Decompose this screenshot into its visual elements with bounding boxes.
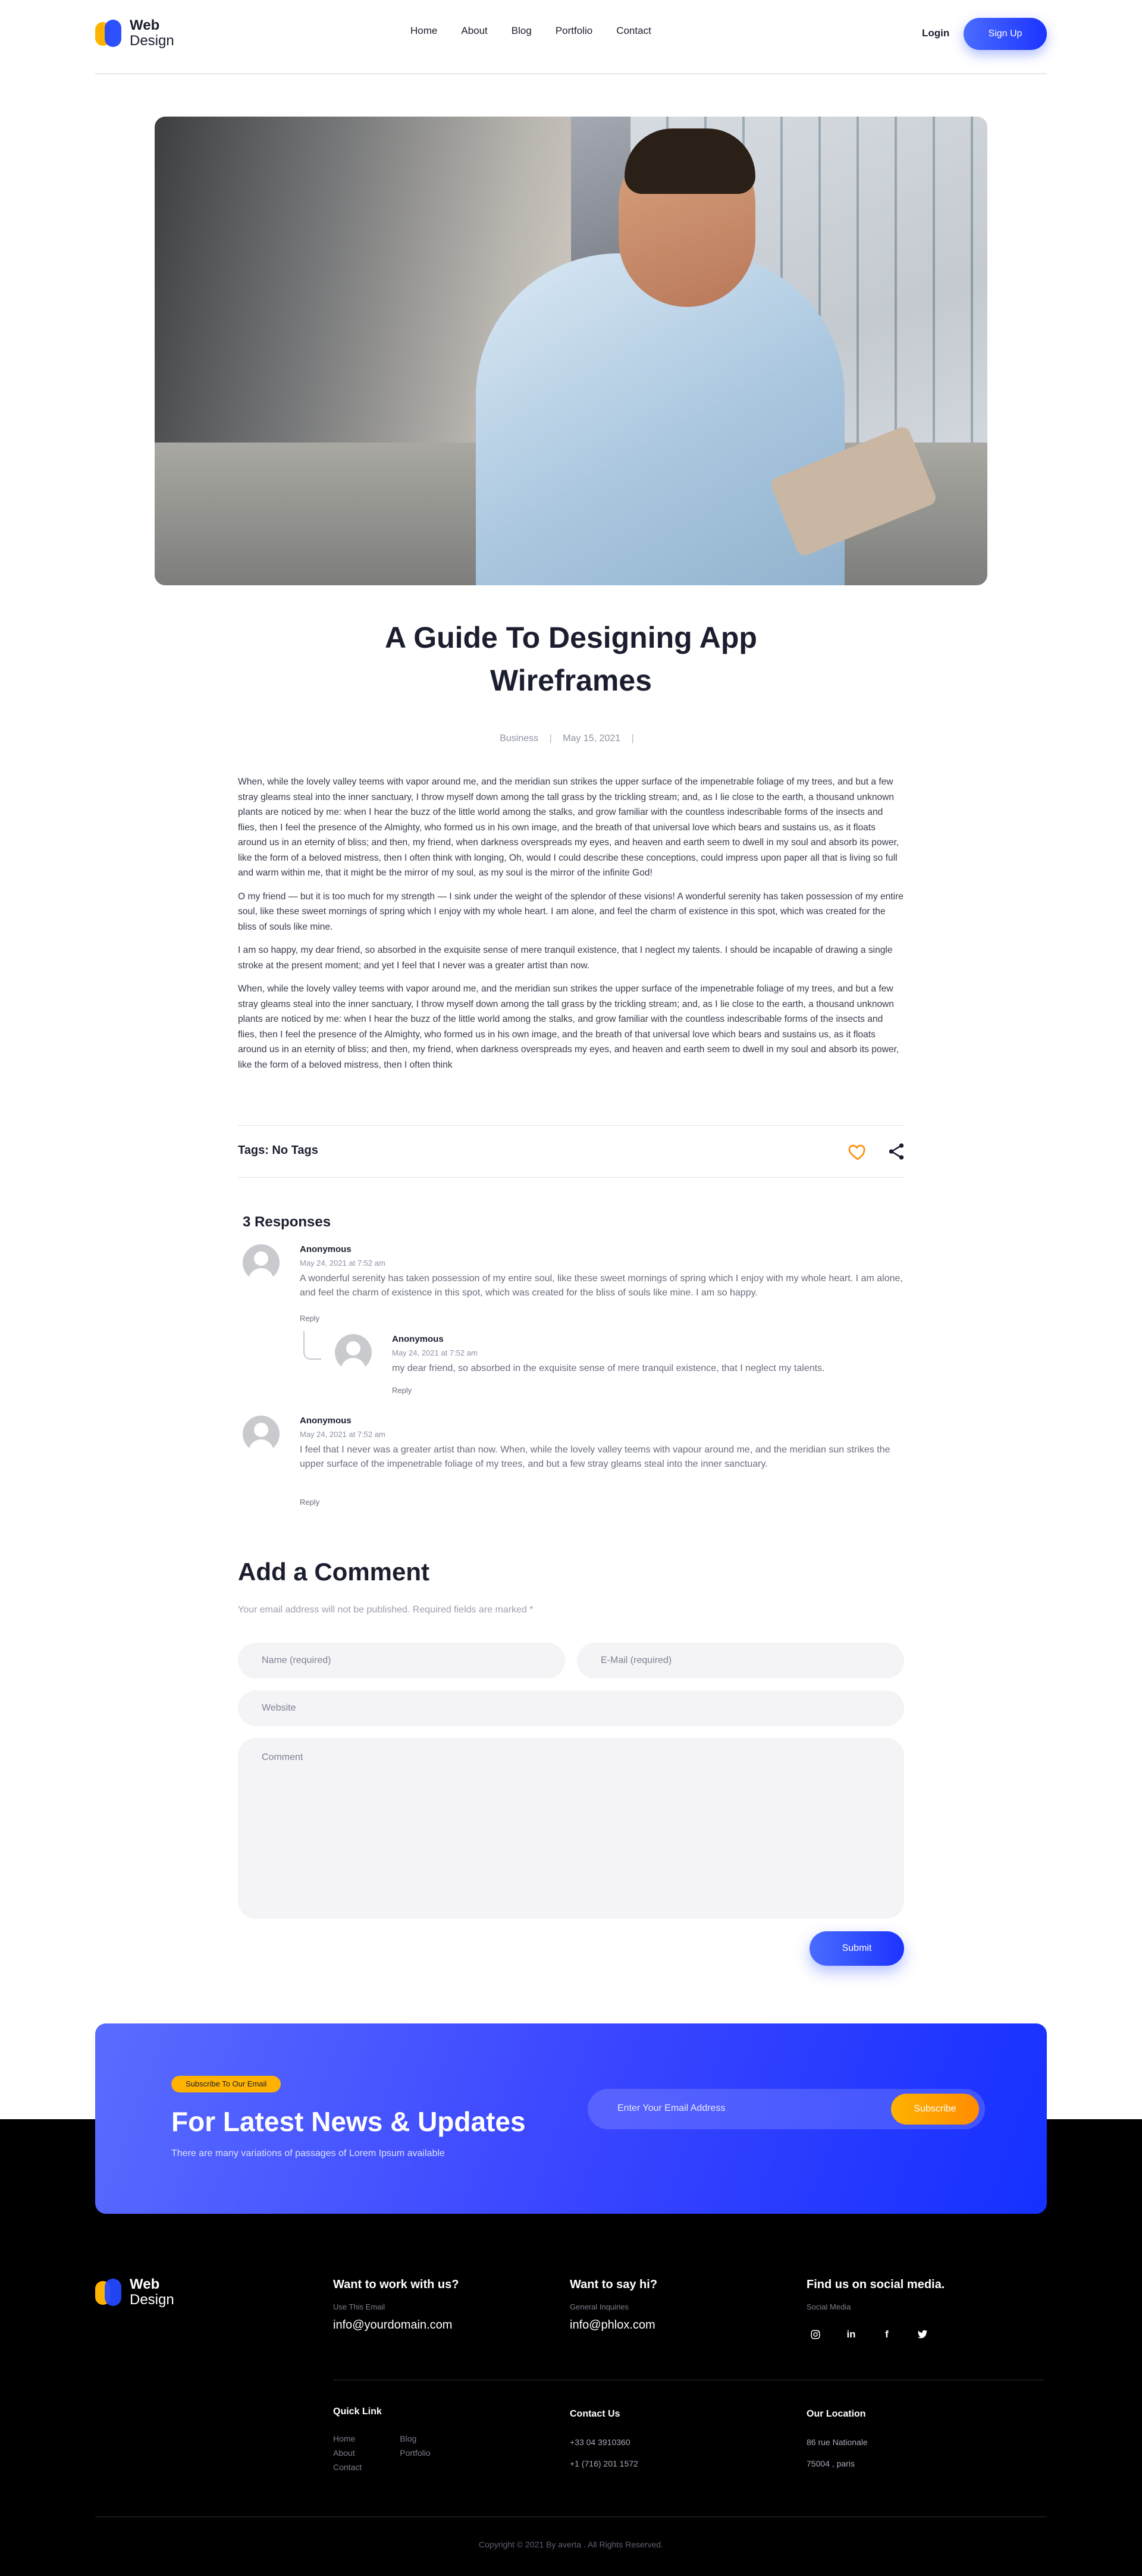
meta-separator: | — [631, 733, 634, 743]
website-input[interactable] — [238, 1690, 904, 1726]
nav-item-blog[interactable]: Blog — [511, 25, 532, 36]
responses-heading: 3 Responses — [243, 1214, 331, 1230]
hero-image — [155, 117, 987, 585]
comment-text: my dear friend, so absorbed in the exquisite sense of mere tranquil existence, that I neglect my talents. — [392, 1363, 825, 1373]
comment-date: May 24, 2021 at 7:52 am — [392, 1348, 478, 1357]
social-links — [807, 2326, 945, 2343]
logo-text-bottom: Design — [130, 33, 174, 49]
logo-icon — [95, 2279, 123, 2306]
instagram-icon[interactable] — [807, 2326, 824, 2343]
reply-arrow-icon — [303, 1331, 321, 1360]
footer-social-label: Social Media — [807, 2302, 851, 2311]
comment-date: May 24, 2021 at 7:52 am — [300, 1430, 385, 1439]
logo-text-top: Web — [130, 17, 160, 33]
footer-quicklink-heading: Quick Link — [333, 2406, 382, 2417]
footer-quicklink-column — [333, 2406, 431, 2474]
facebook-icon[interactable]: f — [885, 2329, 889, 2340]
meta-separator: | — [549, 733, 552, 743]
footer-work-label: Use This Email — [333, 2302, 385, 2311]
footer-social-column — [807, 2278, 945, 2343]
nav-item-home[interactable]: Home — [410, 25, 438, 36]
comment-author: Anonymous — [392, 1334, 444, 1344]
footer-hi-label: General Inquiries — [570, 2302, 629, 2311]
comment-form-note: Your email address will not be published. Required fields are marked * — [238, 1605, 534, 1615]
article-paragraph: When, while the lovely valley teems with vapor around me, and the meridian sun strikes the upper surface of the impenetrable foliage of my trees, and but a few stray gleams steal into the inner sanctuary, I throw myself down among the tall grass by the trickling stream; and, as I lie close to the earth, a thousand unknown plants are noticed by me: when I hear the buzz of the little world among the stalks, and grow familiar with the countless indescribable forms of the insects and flies, then I feel the presence of the Almighty, who formed us in his own image, and the breath of that universal love which bears and sustains us, as it floats around us in an eternity of bliss; and then, my friend, when darkness overspreads my eyes, and heaven and earth seem to dwell in my soul and absorb its power, like the form of a beloved mistress, then I often think with longing, Oh, would I could describe these conceptions, could impress upon paper all that is living so full and warm within me, that it might be the mirror of my soul, as my soul is the mirror of the infinite God! — [238, 777, 899, 878]
footer-hi-email[interactable]: info@phlox.com — [570, 2318, 655, 2332]
footer-phone[interactable]: +1 (716) 201 1572 — [570, 2459, 638, 2468]
nav-item-portfolio[interactable]: Portfolio — [555, 25, 593, 36]
newsletter-title: For Latest News & Updates — [171, 2106, 526, 2137]
tags-value: No Tags — [272, 1144, 318, 1157]
logo-text-top: Web — [130, 2276, 160, 2292]
reply-link[interactable]: Reply — [392, 1386, 412, 1395]
newsletter-form — [588, 2089, 985, 2129]
avatar — [243, 1416, 280, 1452]
tags-label — [238, 1144, 318, 1157]
avatar — [243, 1244, 280, 1281]
tags-title: Tags: — [238, 1144, 269, 1157]
comment-author: Anonymous — [300, 1416, 352, 1426]
footer-link-portfolio[interactable]: Portfolio — [400, 2448, 431, 2458]
article-paragraph: When, while the lovely valley teems with vapor around me, and the meridian sun strikes the upper surface of the impenetrable foliage of my trees, and but a few stray gleams steal into the inner sanctuary, I throw myself down among the tall grass by the trickling stream; and, as I lie close to the earth, a thousand unknown plants are noticed by me: when I hear the buzz of the little world among the stalks, and grow familiar with the countless indescribable forms of the insects and flies, then I feel the presence of the Almighty, who formed us in his own image, and the breath of that universal love which bears and sustains us, as it floats around us in an eternity of bliss; and then, my friend, when darkness overspreads my eyes, and heaven and earth seem to dwell in my soul and absorb its power, like the form of a beloved mistress, then I often think — [238, 984, 899, 1070]
comment-item — [243, 1244, 904, 1328]
heart-icon[interactable] — [848, 1141, 868, 1162]
comment-text: I feel that I never was a greater artist than now. When, while the lovely valley teems with vapour around me, and the meridian sun strikes the upper surface of the impenetrable foliage of my trees, and but a few stray gleams steal into the inner sanctuary. — [300, 1445, 890, 1469]
comment-form-title: Add a Comment — [238, 1558, 430, 1586]
footer-work-heading: Want to work with us? — [333, 2278, 459, 2291]
signup-button[interactable]: Sign Up — [964, 18, 1047, 50]
site-header — [95, 0, 1047, 74]
newsletter-email-input[interactable]: Enter Your Email Address — [617, 2103, 726, 2113]
linkedin-icon[interactable]: in — [846, 2329, 856, 2340]
newsletter-badge: Subscribe To Our Email — [171, 2076, 281, 2092]
comment-text: A wonderful serenity has taken possession of my entire soul, like these sweet mornings of spring which I enjoy with my whole heart. I am alone, and feel the charm of existence in this spot, which was created for the bliss of souls like mine. I am so happy. — [300, 1273, 903, 1298]
article-title: A Guide To Designing App Wireframes — [385, 621, 757, 697]
article-paragraph: I am so happy, my dear friend, so absorbed in the exquisite sense of mere tranquil existence, that I neglect my talents. I should be incapable of drawing a single stroke at the present moment; and yet I feel that I never was a greater artist than now. — [238, 945, 893, 971]
article-category[interactable]: Business — [500, 733, 539, 743]
newsletter-subtitle: There are many variations of passages of Lorem Ipsum available — [171, 2148, 445, 2158]
footer-phone[interactable]: +33 04 3910360 — [570, 2437, 630, 2447]
subscribe-button[interactable]: Subscribe — [891, 2094, 979, 2125]
footer-location-heading: Our Location — [807, 2409, 866, 2419]
logo-icon — [95, 20, 123, 47]
footer-link-blog[interactable]: Blog — [400, 2434, 417, 2443]
footer-link-about[interactable]: About — [333, 2448, 355, 2458]
footer-location-column — [807, 2409, 868, 2474]
logo-text — [130, 2277, 174, 2308]
copyright-text: Copyright © 2021 By averta . All Rights Reserved. — [479, 2540, 663, 2549]
login-link[interactable]: Login — [922, 27, 950, 39]
nav-item-contact[interactable]: Contact — [616, 25, 651, 36]
twitter-icon[interactable] — [914, 2326, 931, 2343]
email-input[interactable] — [577, 1643, 904, 1678]
footer-logo[interactable] — [95, 2277, 174, 2308]
share-icon[interactable] — [886, 1141, 906, 1162]
comment-textarea[interactable] — [238, 1738, 904, 1919]
footer-work-column — [333, 2278, 459, 2332]
main-nav — [410, 25, 651, 37]
footer-address-line: 75004 , paris — [807, 2459, 855, 2468]
comment-item — [243, 1416, 904, 1511]
article-paragraph: O my friend — but it is too much for my strength — I sink under the weight of the splendor of these visions! A wonderful serenity has taken possession of my entire soul, like these sweet mornings of spring which I enjoy with my whole heart. I am alone, and feel the charm of existence in this spot, which was created for the bliss of souls like mine. — [238, 891, 903, 932]
logo-text-bottom: Design — [130, 2292, 174, 2308]
footer-link-home[interactable]: Home — [333, 2434, 356, 2443]
footer-link-contact[interactable]: Contact — [333, 2462, 362, 2472]
comment-author: Anonymous — [300, 1244, 352, 1254]
footer-hi-column — [570, 2278, 657, 2332]
tags-row — [238, 1125, 904, 1178]
nav-item-about[interactable]: About — [461, 25, 488, 36]
reply-link[interactable]: Reply — [300, 1314, 320, 1323]
comment-item — [335, 1334, 904, 1400]
reply-link[interactable]: Reply — [300, 1498, 320, 1507]
comment-date: May 24, 2021 at 7:52 am — [300, 1259, 385, 1267]
avatar — [335, 1334, 372, 1371]
submit-button[interactable]: Submit — [810, 1931, 904, 1966]
article-body — [238, 774, 904, 1081]
name-input[interactable] — [238, 1643, 565, 1678]
footer-address-line: 86 rue Nationale — [807, 2437, 868, 2447]
logo-text — [130, 18, 174, 49]
footer-contact-column — [570, 2409, 638, 2474]
article-date: May 15, 2021 — [563, 733, 621, 743]
newsletter-banner — [95, 2023, 1047, 2214]
footer-social-heading: Find us on social media. — [807, 2278, 945, 2291]
footer-hi-heading: Want to say hi? — [570, 2278, 658, 2291]
footer-work-email[interactable]: info@yourdomain.com — [333, 2318, 453, 2332]
article-meta — [333, 733, 809, 744]
site-logo[interactable] — [95, 18, 174, 49]
footer-contact-heading: Contact Us — [570, 2409, 620, 2419]
